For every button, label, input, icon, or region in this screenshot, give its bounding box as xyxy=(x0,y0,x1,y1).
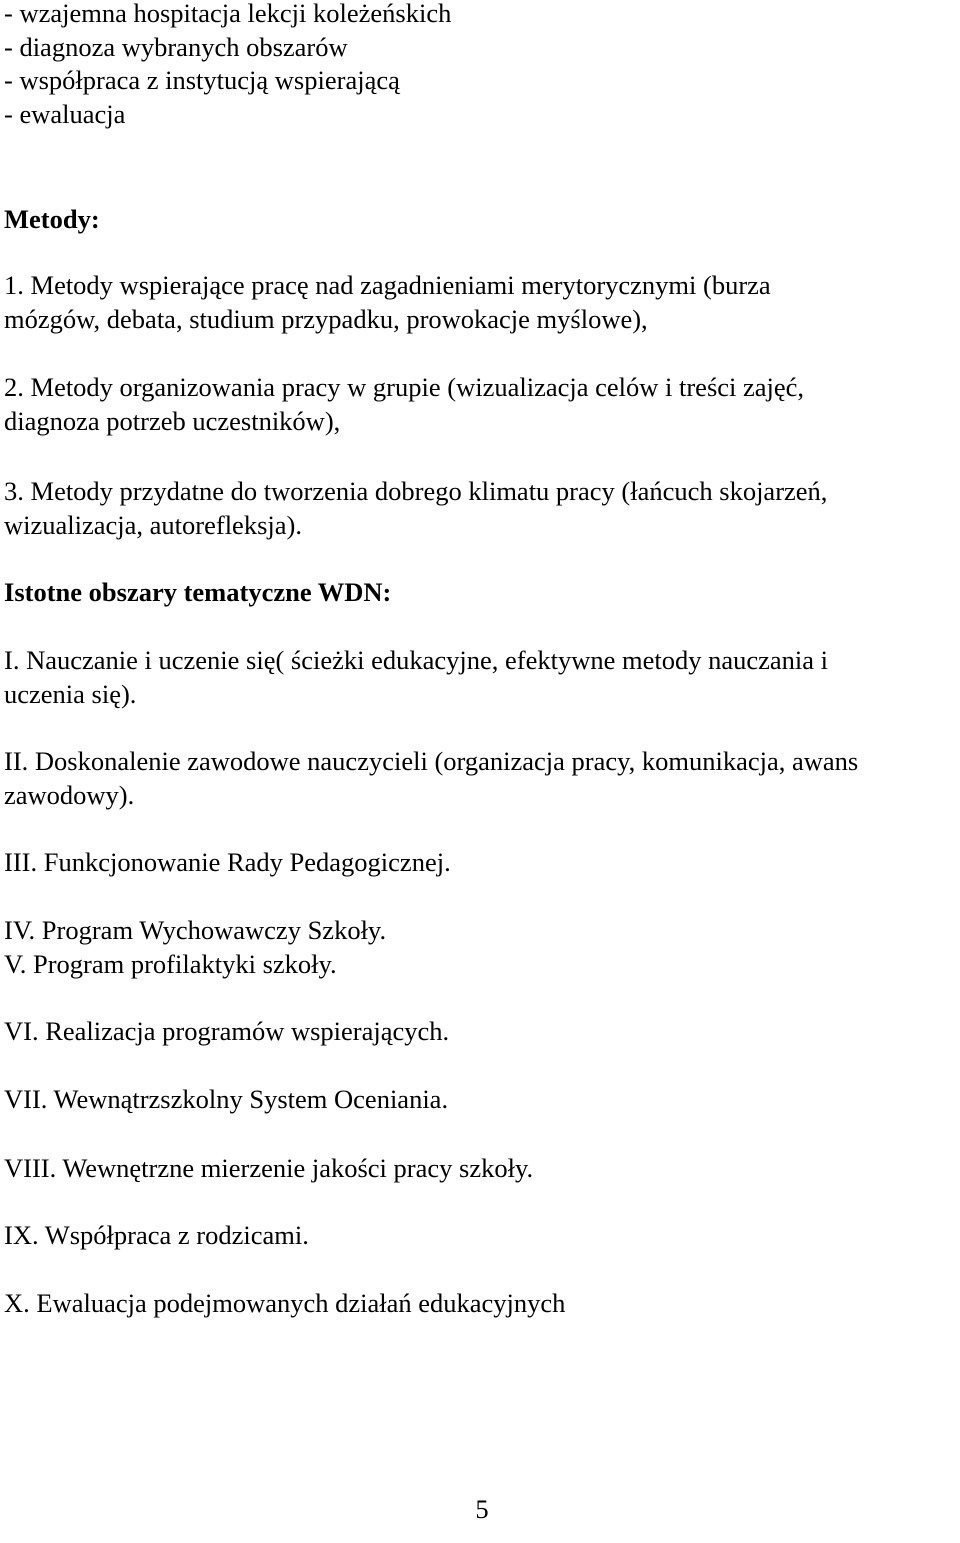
page-number: 5 xyxy=(475,1494,489,1524)
method-item-line: 1. Metody wspierające pracę nad zagadnieniami merytorycznymi (burza xyxy=(4,270,771,300)
intro-item: - diagnoza wybranych obszarów xyxy=(4,32,348,62)
intro-item: - współpraca z instytucją wspierającą xyxy=(4,65,400,95)
area-item-line: X. Ewaluacja podejmowanych działań edukacyjnych xyxy=(4,1288,566,1318)
area-item-line: VII. Wewnątrzszkolny System Oceniania. xyxy=(4,1084,449,1114)
area-item-line: VI. Realizacja programów wspierających. xyxy=(4,1016,450,1046)
method-item-line: wizualizacja, autorefleksja). xyxy=(4,510,302,540)
method-item-line: 2. Metody organizowania pracy w grupie (wizualizacja celów i treści zajęć, xyxy=(4,372,805,402)
area-item-line: IX. Współpraca z rodzicami. xyxy=(4,1220,309,1250)
method-item-line: mózgów, debata, studium przypadku, prowokacje myślowe), xyxy=(4,304,648,334)
intro-item: - wzajemna hospitacja lekcji koleżeńskich xyxy=(4,0,452,28)
area-item-line: zawodowy). xyxy=(4,780,135,810)
methods-heading: Metody: xyxy=(4,204,100,234)
method-item-line: 3. Metody przydatne do tworzenia dobrego klimatu pracy (łańcuch skojarzeń, xyxy=(4,476,828,506)
area-item-line: V. Program profilaktyki szkoły. xyxy=(4,949,337,979)
area-item-line: III. Funkcjonowanie Rady Pedagogicznej. xyxy=(4,847,451,877)
area-item-line: VIII. Wewnętrzne mierzenie jakości pracy szkoły. xyxy=(4,1153,534,1183)
areas-heading: Istotne obszary tematyczne WDN: xyxy=(4,577,392,607)
area-item-line: uczenia się). xyxy=(4,679,137,709)
area-item-line: II. Doskonalenie zawodowe nauczycieli (organizacja pracy, komunikacja, awans xyxy=(4,746,859,776)
area-item-line: IV. Program Wychowawczy Szkoły. xyxy=(4,915,387,945)
intro-item: - ewaluacja xyxy=(4,99,126,129)
method-item-line: diagnoza potrzeb uczestników), xyxy=(4,406,341,436)
area-item-line: I. Nauczanie i uczenie się( ścieżki edukacyjne, efektywne metody nauczania i xyxy=(4,645,829,675)
